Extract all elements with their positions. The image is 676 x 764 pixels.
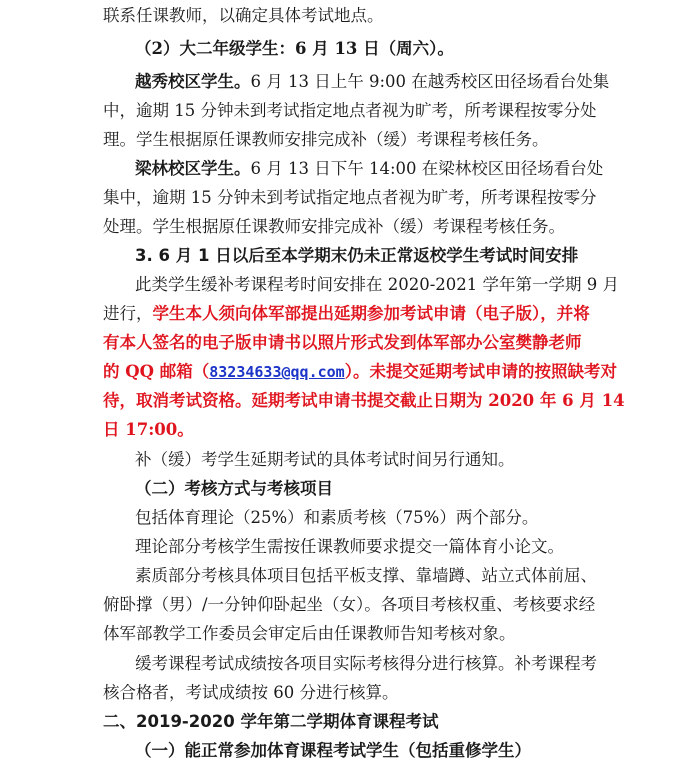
paragraph-line: 核合格者，考试成绩按 60 分进行核算。 [103, 683, 399, 702]
section-heading-1: （一）能正常参加体育课程考试学生（包括重修学生） [135, 741, 531, 760]
section-heading-3: 3. 6 月 1 日以后至本学期末仍未正常返校学生考试时间安排 [135, 246, 579, 265]
paragraph-line: 此类学生缓补考课程考时间安排在 2020-2021 学年第一学期 9 月 [135, 275, 620, 294]
section-heading-2: （二）考核方式与考核项目 [135, 479, 333, 498]
highlighted-notice: ）。未提交延期考试申请的按照缺考对 [344, 362, 617, 381]
paragraph-line: 俯卧撑（男）/一分钟仰卧起坐（女）。各项目考核权重、考核要求经 [103, 595, 596, 614]
paragraph-line: 缓考课程考试成绩按各项目实际考核得分进行核算。补考课程考 [135, 654, 597, 673]
paragraph-text: 进行， [103, 304, 153, 323]
paragraph-line: 中，逾期 15 分钟未到考试指定地点者视为旷考，所考课程按零分处 [103, 101, 597, 120]
paragraph-line: 联系任课教师，以确定具体考试地点。 [103, 6, 384, 25]
highlighted-notice [103, 360, 617, 384]
section-item-sophomore: （2）大二年级学生：6 月 13 日（周六）。 [135, 39, 454, 58]
campus-label-yuexiu: 越秀校区学生。 [135, 72, 251, 91]
email-link[interactable]: 83234633@qq.com [209, 363, 345, 381]
highlighted-notice: 有本人签名的电子版申请书以照片形式发到体军部办公室樊静老师 [103, 333, 582, 352]
paragraph-text: 6 月 13 日下午 14:00 在梁林校区田径场看台处 [250, 159, 604, 178]
paragraph-line [135, 70, 609, 94]
paragraph-line [103, 302, 590, 326]
paragraph-line: 集中，逾期 15 分钟未到考试指定地点者视为旷考，所考课程按零分 [103, 188, 597, 207]
paragraph-line: 素质部分考核具体项目包括平板支撑、靠墙蹲、站立式体前屈、 [135, 566, 597, 585]
paragraph-line [135, 157, 603, 181]
paragraph-line: 理。学生根据原任课教师安排完成补（缓）考课程考核任务。 [103, 130, 549, 149]
highlighted-notice: 的 QQ 邮箱（ [103, 362, 210, 381]
campus-label-lianglin: 梁林校区学生。 [135, 159, 251, 178]
highlighted-notice: 待，取消考试资格。延期考试申请书提交截止日期为 2020 年 6 月 14 [103, 391, 625, 410]
paragraph-line: 包括体育理论（25%）和素质考核（75%）两个部分。 [135, 508, 539, 527]
highlighted-notice: 日 17:00。 [103, 420, 194, 439]
paragraph-line: 体军部教学工作委员会审定后由任课教师告知考核对象。 [103, 624, 516, 643]
paragraph-text: 6 月 13 日上午 9:00 在越秀校区田径场看台处集 [250, 72, 610, 91]
highlighted-notice: 学生本人须向体军部提出延期参加考试申请（电子版），并将 [152, 304, 590, 323]
paragraph-line: 补（缓）考学生延期考试的具体考试时间另行通知。 [135, 450, 515, 469]
paragraph-line: 处理。学生根据原任课教师安排完成补（缓）考课程考核任务。 [103, 217, 565, 236]
paragraph-line: 理论部分考核学生需按任课教师要求提交一篇体育小论文。 [135, 537, 564, 556]
chapter-heading-2: 二、2019-2020 学年第二学期体育课程考试 [103, 712, 439, 731]
